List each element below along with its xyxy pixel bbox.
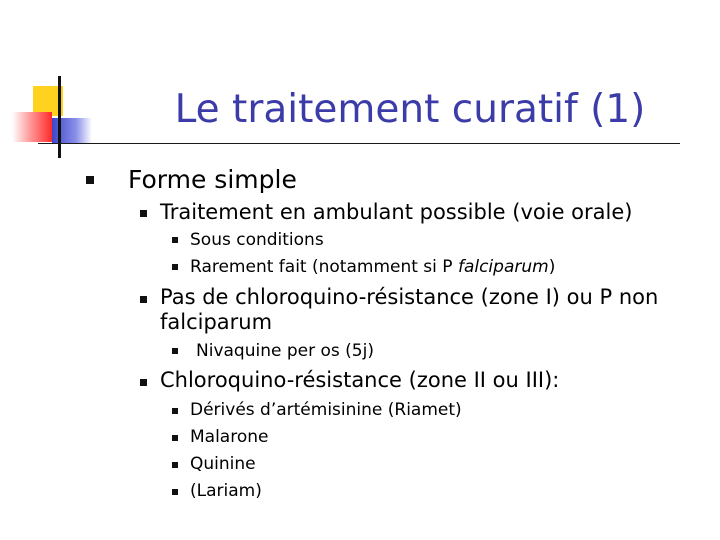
slide-title: Le traitement curatif (1) <box>174 87 646 132</box>
bullet-square-icon <box>172 408 178 414</box>
bullet-square-icon <box>172 348 178 354</box>
bullet-square-icon <box>172 489 178 495</box>
bullet-square-icon <box>172 237 178 243</box>
item-b-sub1: Nivaquine per os (5j) <box>196 341 374 361</box>
logo-vertical-line <box>58 76 61 158</box>
item-a-sub2 <box>190 256 555 278</box>
item-c-sub4: (Lariam) <box>190 481 262 501</box>
item-c-sub2: Malarone <box>190 427 269 447</box>
item-c: Chloroquino-résistance (zone II ou III): <box>160 368 560 392</box>
item-b-line2: falciparum <box>160 310 273 334</box>
level1-item: Forme simple <box>128 165 297 194</box>
bullet-square-icon <box>172 264 178 270</box>
item-a-sub1: Sous conditions <box>190 230 324 250</box>
item-a: Traitement en ambulant possible (voie orale) <box>160 200 633 224</box>
bullet-square-icon <box>140 296 147 303</box>
bullet-square-icon <box>140 379 147 386</box>
item-a-sub2-italic: falciparum <box>457 257 549 277</box>
bullet-square-icon <box>140 210 147 217</box>
item-a-sub2-suffix: ) <box>548 257 556 277</box>
title-divider <box>38 143 680 144</box>
item-b-line1: Pas de chloroquino-résistance (zone I) ou P non <box>160 285 659 309</box>
item-c-sub1: Dérivés d’artémisinine (Riamet) <box>190 400 462 420</box>
logo-red-square <box>12 112 52 142</box>
item-c-sub3: Quinine <box>190 454 256 474</box>
slide-logo <box>0 0 100 170</box>
bullet-square-icon <box>172 435 178 441</box>
item-a-sub2-prefix: Rarement fait (notamment si P <box>190 257 458 277</box>
bullet-square-icon <box>172 462 178 468</box>
bullet-square-icon <box>86 176 94 184</box>
